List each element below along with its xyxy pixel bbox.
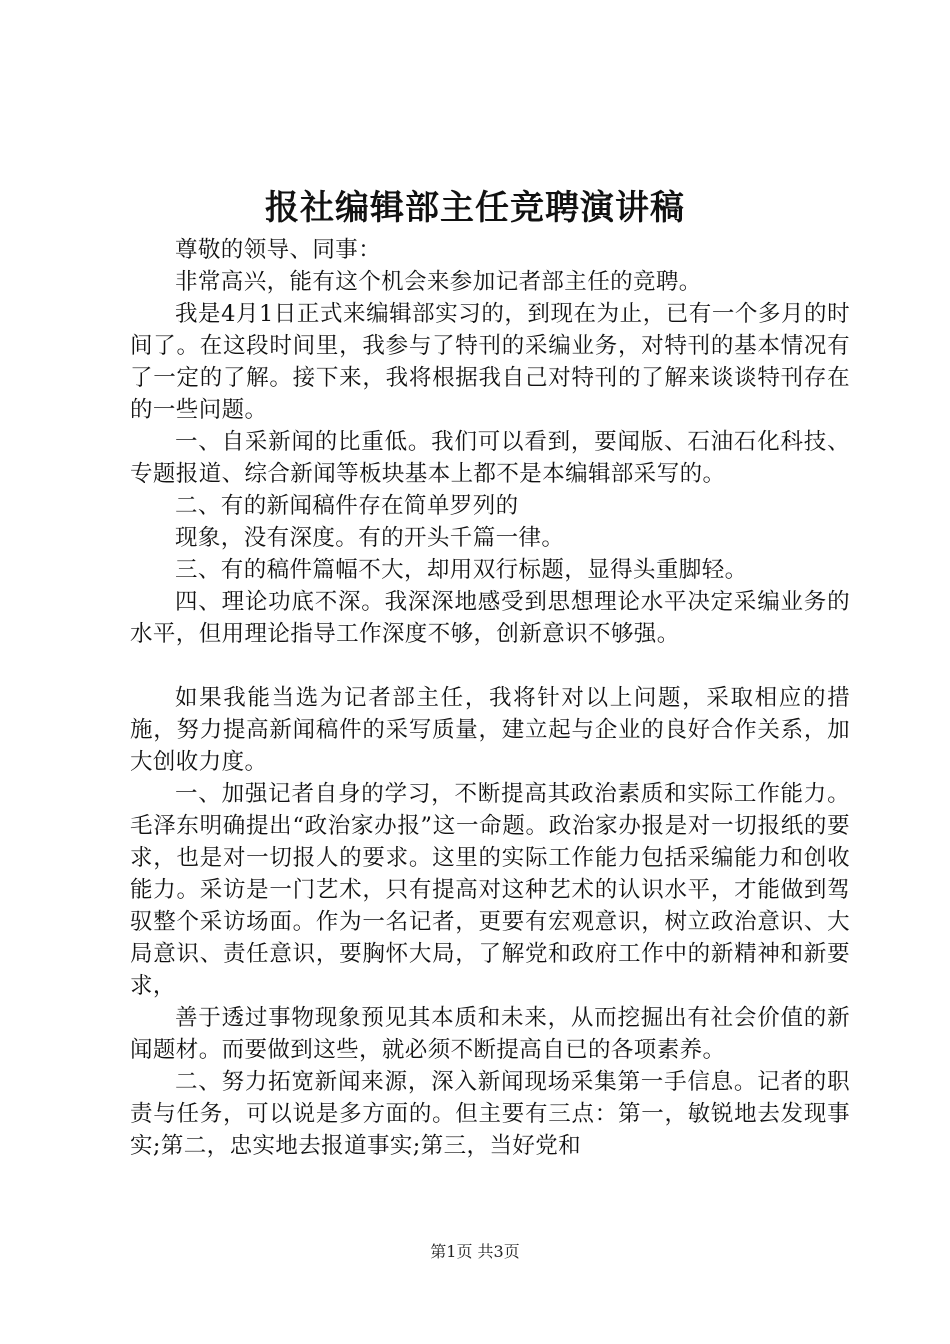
paragraph: 我是4月1日正式来编辑部实习的，到现在为止，已有一个多月的时间了。在这段时间里，我参与了特刊的采编业务，对特刊的基本情况有了一定的了解。接下来，我将根据我自己对特刊的了解来谈谈特刊存在的一些问题。: [130, 301, 850, 423]
paragraph: 三、有的稿件篇幅不大，却用双行标题，显得头重脚轻。: [175, 557, 748, 583]
document-body: [130, 234, 850, 1162]
paragraph: 一、加强记者自身的学习，不断提高其政治素质和实际工作能力。毛泽东明确提出“政治家办报”这一命题。政治家办报是对一切报纸的要求，也是对一切报人的要求。这里的实际工作能力包括采编能力和创收能力。采访是一门艺术，只有提高对这种艺术的认识水平，才能做到驾驭整个采访场面。作为一名记者，更要有宏观意识，树立政治意识、大局意识、责任意识，要胸怀大局，了解党和政府工作中的新精神和新要求，: [130, 781, 850, 999]
paragraph: 一、自采新闻的比重低。我们可以看到，要闻版、石油石化科技、专题报道、综合新闻等板块基本上都不是本编辑部采写的。: [130, 429, 850, 487]
paragraph: 二、有的新闻稿件存在简单罗列的: [175, 493, 519, 519]
paragraph: 非常高兴，能有这个机会来参加记者部主任的竞聘。: [175, 269, 702, 295]
document-title: 报社编辑部主任竞聘演讲稿: [265, 188, 685, 228]
paragraph: 四、理论功底不深。我深深地感受到思想理论水平决定采编业务的水平，但用理论指导工作深度不够，创新意识不够强。: [130, 589, 850, 647]
paragraph-spacer: [130, 650, 850, 682]
paragraph: 二、努力拓宽新闻来源，深入新闻现场采集第一手信息。记者的职责与任务，可以说是多方面的。但主要有三点：第一，敏锐地去发现事实;第二，忠实地去报道事实;第三，当好党和: [130, 1069, 850, 1159]
paragraph: 善于透过事物现象预见其本质和未来，从而挖掘出有社会价值的新闻题材。而要做到这些，就必须不断提高自已的各项素养。: [130, 1005, 850, 1063]
salutation: 尊敬的领导、同事：: [175, 237, 382, 263]
page-footer: 第1页 共3页: [430, 1242, 520, 1261]
paragraph: 现象，没有深度。有的开头千篇一律。: [175, 525, 565, 551]
paragraph: 如果我能当选为记者部主任，我将针对以上问题，采取相应的措施，努力提高新闻稿件的采写质量，建立起与企业的良好合作关系，加大创收力度。: [130, 685, 850, 775]
